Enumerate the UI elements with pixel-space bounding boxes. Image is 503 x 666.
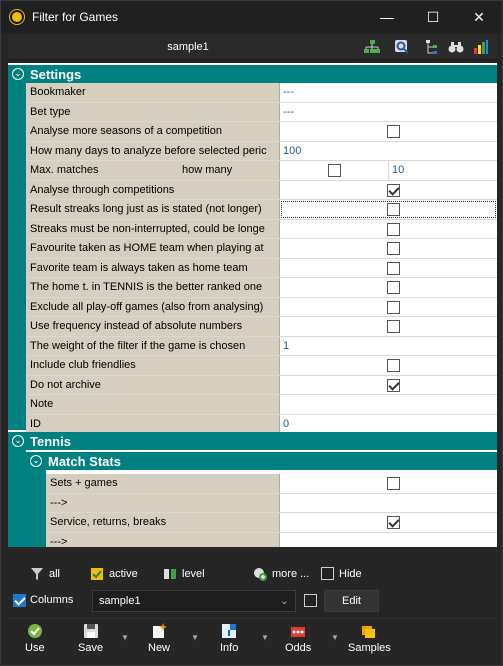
row-value-text: --- [283,105,294,118]
row-label [26,122,280,141]
bar-chart-icon[interactable] [472,38,490,56]
row-label [26,83,280,102]
row-label [26,317,280,336]
sample-select[interactable] [92,590,296,612]
row-label [26,220,280,239]
row-label-text: Result streaks long just as is stated (not longer) [30,203,262,215]
tennis-section-title: Tennis [30,433,71,449]
row-value[interactable] [280,181,497,200]
filter-header [8,34,497,60]
search-settings-icon[interactable] [393,38,411,56]
row-label-text: Favorite team is always taken as home team [30,261,248,274]
sample-select-value: sample1 [99,595,141,607]
row-value[interactable] [280,200,497,219]
grid-row[interactable] [26,298,497,318]
row-label-text: Max. matches [30,164,99,176]
match-stats-section-header[interactable] [26,452,497,470]
grid-row[interactable] [26,103,497,123]
row-value[interactable] [280,259,497,278]
grid-row[interactable] [26,142,497,162]
row-label [26,278,280,297]
chevron-down-icon: ⌄ [279,595,289,607]
grid-row[interactable] [26,83,497,103]
row-checkbox[interactable] [387,301,400,314]
save-dropdown-arrow[interactable]: ▼ [121,633,129,642]
floppy-disk-icon [83,623,99,639]
binoculars-icon[interactable] [447,38,465,56]
grid-row[interactable] [26,220,497,240]
row-checkbox[interactable] [387,242,400,255]
grid-row[interactable] [26,161,497,181]
row-label-text: ID [30,417,41,430]
row-value[interactable] [280,298,497,317]
row-checkbox[interactable] [387,477,400,490]
row-value[interactable] [280,142,497,161]
match-stats-gutter [26,470,46,547]
filter-more-label: more ... [272,568,310,580]
settings-section-header[interactable] [8,65,497,83]
info-icon [221,623,237,639]
grid-row[interactable] [46,494,497,514]
row-label-text: The weight of the filter if the game is chosen [30,339,246,352]
new-label: New [148,642,171,654]
row-value[interactable] [280,278,497,297]
check-circle-icon [27,623,43,639]
row-label-text: Streaks must be non-interrupted, could be longe [30,222,265,235]
row-value[interactable] [280,83,497,102]
row-label-text: Exclude all play-off games (also from analysing) [30,300,264,313]
new-button[interactable] [148,623,170,654]
filter-more-button[interactable] [253,567,309,581]
grid-row[interactable] [26,337,497,357]
row-label-text: Analyse more seasons of a competition [30,125,222,137]
window-title: Filter for Games [32,10,119,24]
row-checkbox[interactable] [387,125,400,138]
row-value[interactable] [280,474,497,493]
row-value[interactable] [280,103,497,122]
row-label-text: Bookmaker [30,86,86,98]
row-label [26,337,280,356]
row-label-text: Bet type [30,105,71,118]
columns-label: Columns [30,594,74,606]
row-value[interactable] [280,494,497,513]
grid-row[interactable] [26,317,497,337]
grid-row[interactable] [26,376,497,396]
grid-row[interactable] [26,278,497,298]
row-value-text: --- [283,86,294,98]
sample-title: sample1 [167,41,209,53]
row-label-text: Use frequency instead of absolute numbers [30,320,243,332]
use-button[interactable] [25,623,45,654]
row-checkbox[interactable] [387,203,400,216]
tennis-gutter [8,450,26,547]
grid-row[interactable] [26,395,497,415]
row-value[interactable] [280,220,497,239]
main-toolbar [8,618,497,660]
row-checkbox[interactable] [387,320,400,333]
row-value-text: 10 [388,161,404,180]
row-label [46,474,280,493]
grid-row[interactable] [26,122,497,142]
row-checkbox[interactable] [328,164,341,177]
odds-icon [290,623,306,639]
row-checkbox[interactable] [387,379,400,392]
tree-structure-icon[interactable] [363,38,381,56]
save-button[interactable] [78,623,103,654]
row-value[interactable] [280,161,497,180]
new-dropdown-arrow[interactable]: ▼ [191,633,199,642]
grid-row[interactable] [46,474,497,494]
filter-active-button[interactable] [90,567,138,581]
use-label: Use [25,642,45,654]
hierarchy-icon[interactable] [423,38,441,56]
settings-gutter [8,83,26,430]
save-label: Save [78,642,104,654]
maximize-button[interactable]: ☐ [426,8,440,25]
info-dropdown-arrow[interactable]: ▼ [261,633,269,642]
grid-row[interactable] [26,259,497,279]
hide-label: Hide [339,568,362,580]
settings-section-title: Settings [30,66,82,82]
samples-label: Samples [348,642,391,654]
grid-row[interactable] [46,513,497,533]
columns-checkbox[interactable] [13,594,26,607]
row-label-text: ---> [50,496,68,509]
folders-icon [361,623,377,639]
row-label [46,494,280,513]
row-label [26,181,280,200]
row-label [26,395,280,414]
row-label [26,376,280,395]
filter-active-label: active [109,568,138,580]
row-checkbox[interactable] [387,359,400,372]
level-icon [163,567,177,581]
grid-row[interactable] [26,181,497,201]
app-logo-icon [10,10,24,24]
close-button[interactable]: ✕ [473,8,485,25]
add-filter-icon [253,567,267,581]
grid-row[interactable] [26,200,497,220]
samples-button[interactable] [348,623,391,654]
match-stats-section-title: Match Stats [48,453,121,469]
row-label [26,161,280,180]
hide-checkbox[interactable] [321,567,334,580]
row-label-text: Analyse through competitions [30,183,175,196]
filter-level-button[interactable] [163,567,205,581]
row-value-text: 0 [283,417,290,430]
collapse-icon[interactable]: ⌄ [12,68,24,80]
row-checkbox[interactable] [387,281,400,294]
row-checkbox[interactable] [387,262,400,275]
row-label [46,513,280,532]
row-label-text: ---> [50,535,68,547]
row-label-text: Do not archive [30,378,101,391]
row-label [26,200,280,219]
row-checkbox[interactable] [387,184,400,197]
odds-dropdown-arrow[interactable]: ▼ [331,633,339,642]
settings-grid [8,63,497,547]
row-label [26,103,280,122]
row-value[interactable] [280,395,497,414]
row-label [26,415,280,434]
checklist-icon [90,567,104,581]
title-bar [1,1,502,33]
grid-row[interactable] [46,533,497,548]
row-value[interactable] [280,337,497,356]
row-label [26,239,280,258]
row-label-text: How many days to analyze before selected peric [30,144,267,157]
row-label-text: Sets + games [50,477,118,489]
row-value-text: 100 [283,144,302,157]
filter-all-button[interactable] [30,567,60,581]
filter-bar [8,561,497,587]
row-label-text: Note [30,398,54,410]
row-value[interactable] [280,239,497,258]
collapse-icon[interactable]: ⌄ [30,455,42,467]
row-value[interactable] [280,533,497,548]
row-label-text: Favourite taken as HOME team when playing at [30,242,264,254]
odds-label: Odds [285,642,312,654]
odds-button[interactable] [285,623,311,654]
filter-level-label: level [182,568,205,580]
row-label-secondary: how many [182,164,233,176]
row-value[interactable] [280,317,497,336]
minimize-button[interactable]: — [380,9,394,25]
row-value[interactable] [280,415,497,434]
row-label [26,298,280,317]
row-label [26,356,280,375]
collapse-icon[interactable]: ⌄ [12,435,24,447]
info-label: Info [220,642,239,654]
row-value[interactable] [280,122,497,141]
edit-button[interactable]: Edit [324,590,379,612]
row-label [26,259,280,278]
grid-row[interactable] [26,239,497,259]
row-label [46,533,280,548]
grid-row[interactable] [26,356,497,376]
sample-option-checkbox[interactable] [304,594,317,607]
row-label-text: Include club friendlies [30,359,136,371]
funnel-icon [30,567,44,581]
tennis-section-header[interactable] [8,432,497,450]
new-document-icon [151,623,167,639]
row-value[interactable] [280,513,497,532]
info-button[interactable] [220,623,238,654]
row-checkbox[interactable] [387,516,400,529]
row-label-text: Service, returns, breaks [50,516,167,528]
filter-all-label: all [49,568,61,580]
columns-bar [8,588,497,614]
row-label-text: The home t. in TENNIS is the better ranked one [30,281,263,293]
row-value[interactable] [280,356,497,375]
row-value[interactable] [280,376,497,395]
row-value-text: 1 [283,339,290,352]
row-checkbox[interactable] [387,223,400,236]
row-label [26,142,280,161]
